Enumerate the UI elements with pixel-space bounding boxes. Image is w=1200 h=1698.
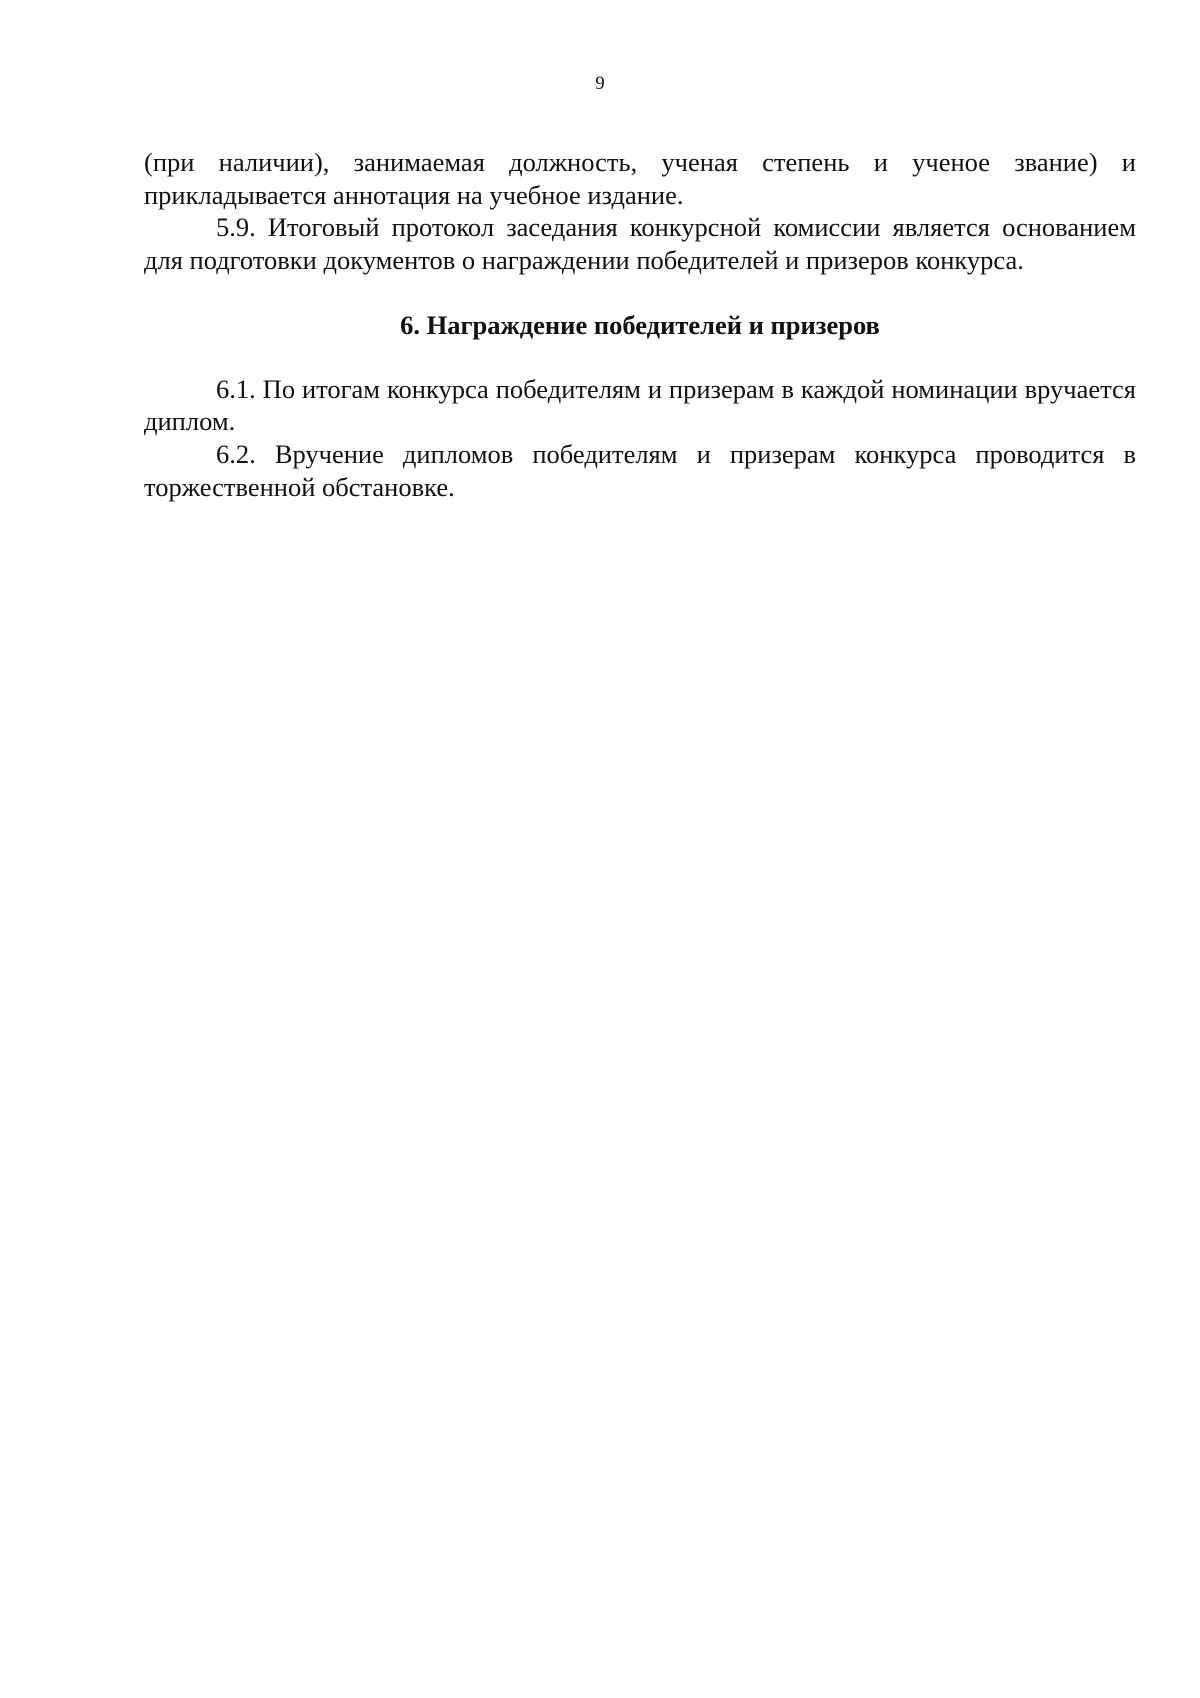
paragraph-6-1: 6.1. По итогам конкурса победителям и призерам в каждой номинации вручается диплом.: [144, 373, 1136, 437]
page-number: 9: [595, 73, 605, 94]
paragraph-continuation: (при наличии), занимаемая должность, ученая степень и ученое звание) и прикладывается аннотация на учебное издание.: [144, 147, 1136, 210]
document-body: [144, 146, 1136, 503]
paragraph-6-2: 6.2. Вручение дипломов победителям и призерам конкурса проводится в торжественной обстановке.: [144, 438, 1136, 502]
section-heading: 6. Награждение победителей и призеров: [400, 309, 880, 340]
paragraph-5-9: 5.9. Итоговый протокол заседания конкурсной комиссии является основанием для подготовки документов о награждении победителей и призеров конкурса.: [144, 212, 1136, 276]
